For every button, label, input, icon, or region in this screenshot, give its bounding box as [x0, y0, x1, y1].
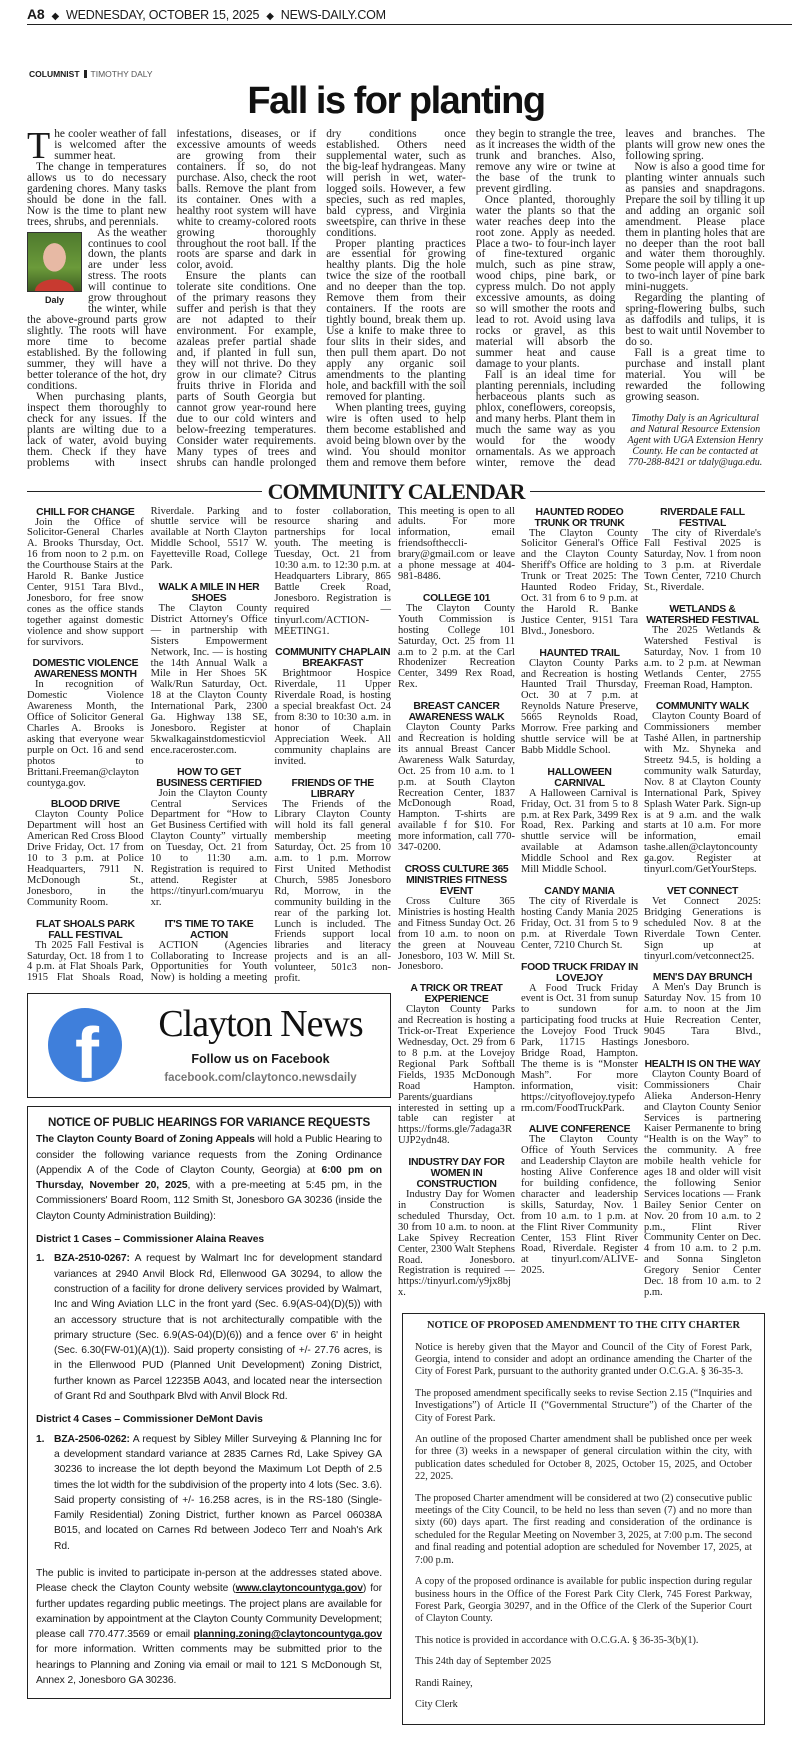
event-title: MEN'S DAY BRUNCH — [652, 972, 753, 984]
event-title: A TRICK OR TREAT EXPERIENCE — [410, 983, 503, 1006]
charter-paragraph: This 24th day of September 2025 — [415, 1656, 552, 1668]
event-title: IT'S TIME TO TAKE ACTION — [164, 918, 254, 941]
article-paragraph — [27, 162, 167, 228]
event-title: WETLANDS & WATERSHED FESTIVAL — [646, 603, 759, 626]
event-description: The Clayton County District Attorney's Office — in partnership with Sisters Empowerment Network, Inc. — is hosting the 14th Annual Walk a Mile in Her Shoes 5K Walk/Run Saturday, Oct. 18 at the Clayton County International Park, 2300 Ga. Highway 138 SE, Jonesboro. Register at 5kwalkagainstdomesticviolence.raceroster.com. — [150, 602, 268, 756]
column-kicker — [27, 69, 765, 79]
article-paragraph — [27, 125, 167, 167]
article-paragraph — [476, 195, 616, 370]
calendar-column-4 — [398, 507, 515, 1300]
event-title: RIVERDALE FALL FESTIVAL — [660, 506, 745, 529]
paragraph-text: Now is also a good time for planting winter annuals such as pansies and snapdragons. Prepare the soil by tilling it up and adding an organic soil amendment. Please place them in planting holes that are no deeper than the root ball and water them thoroughly. Some people will apply a one- to two-inch layer of pine bark mini-nuggets. — [625, 160, 765, 294]
facebook-icon: f — [48, 1008, 122, 1082]
hearings-intro — [36, 1132, 382, 1224]
event-title: COLLEGE 101 — [422, 592, 491, 604]
calendar-column-6 — [644, 507, 761, 1300]
charter-paragraph: A copy of the proposed ordinance is available for public inspection during regular business hours in the Office of the Forest Park City Clerk, 745 Forest Parkway, Forest Park, Georgia 30297, and in the Office of the Clerk of the Superior Court of Clayton County. — [415, 1576, 752, 1625]
case-text — [54, 1432, 382, 1554]
event-title: FOOD TRUCK FRIDAY IN LOVEJOY — [521, 961, 638, 984]
calendar-left-columns — [27, 507, 391, 985]
paragraph-text: Once planted, thoroughly water the plants so that the water reaches deep into the root zone. Apply as needed. Place a two- to four-inch layer of fine-textured organic mulch, such as pine straw, wood chips, pine bark, or cypress mulch. Do not apply excessive amounts, as doing so will smother the roots and lead to rot. Avoid using lava rocks or gravel, as this material will absorb the summer heat and cause damage to your plants. — [475, 193, 616, 371]
paragraph-text: he cooler weather of fall is welcomed after the summer heat. — [54, 128, 167, 162]
case-text — [54, 1251, 382, 1404]
calendar-area — [27, 507, 765, 1726]
event-title: HALLOWEEN CARNIVAL — [547, 766, 612, 789]
paragraph-text: When planting trees, guying wire is often used to help them become established and avoid being blown over by the wind. You should monitor them and remove them before they begin to strangle the tree, as it increases the width of the trunk and branches. Also, remove any wire or twine at the base of the trunk to prevent girdling. — [326, 128, 616, 469]
event-description: The city of Riverdale is hosting Candy Mania 2025 Friday, Oct. 31 from 5 to 9 p.m. at Riverdale Town Center, 7210 Church St. — [521, 896, 638, 951]
calendar-left-part — [27, 507, 391, 1700]
charter-title: NOTICE OF PROPOSED AMENDMENT TO THE CITY CHARTER — [426, 1320, 741, 1332]
photo-caption: Daly — [44, 294, 64, 305]
charter-paragraph: City Clerk — [415, 1698, 458, 1710]
charter-paragraph: The proposed Charter amendment will be considered at two (2) consecutive public meetings of the City Council, to be held no less than seven (7) and no more than sixty (60) days apart. The first reading and consideration of the ordinance is scheduled for the Regular Meeting on November 3, 2025, at 7:00 p.m. The second and final reading and potential adoption are scheduled for November 17, 2025, at 7:00 p.m. — [415, 1492, 752, 1566]
rule-left — [27, 491, 262, 492]
event-description: This meeting is open to all adults. For more information, email friendsoftheccli-brary@gmail.com or leave a phone message at 404-981-8486. — [398, 505, 515, 582]
closing-text: for more information. Written comments may be submitted prior to the hearings to Planning and Zoning via email or mail to 121 S McDonough St, Annex 2, Jonesboro GA 30236. — [36, 1644, 382, 1687]
event-title: DOMESTIC VIOLENCE AWARENESS MONTH — [32, 658, 139, 681]
ad-follow-text: Follow us on Facebook — [191, 1051, 330, 1066]
case-description: A request by Walmart Inc for development standard variances at 2940 Anvil Block Rd, Ellenwood GA 30294, to allow the construction of a facility for drone delivery services provided by Walmart, Inc and Wing Aviation LLC in the front yard (Sec. 6.9(AS-04)(D)(5)) with an accessory structure that is not architecturally compatible with the primary structure (Sec. 6.9(AS-04)(D)(6)) and a fence over 6' in height (Sec. 6.30(FW-01)(A)(1)). Said property consisting of +/- 27.76 acres, is in the Ellenwood PUD (Planned Unit Development) Zoning District, further known as Parcel 12235B A043, and located near the intersection of Grant Rd and Southpark Blvd with Anvil Block Rd. — [54, 1253, 382, 1403]
case-id: BZA-2510-0267: — [54, 1253, 130, 1265]
headline: Fall is for planting — [247, 80, 545, 122]
event-title: FLAT SHOALS PARK FALL FESTIVAL — [35, 918, 135, 941]
paragraph-text: Ensure the plants can tolerate site conditions. One of the primary reasons they suffer and perish is that they are not adapted to their environment. For example, azaleas prefer partial shade and, if planted in full sun, they will not thrive. Do they grow in our climate? Citrus fruits thrive in Florida and parts of South Georgia but cannot grow year-round here due to our cold winters and below-freezing temperatures. Consider water requirements. Many types of trees and shrubs can handle prolonged dry conditions once established. Others need supplemental water, such as the big-leaf hydrangeas. Many will perish in wet, water-logged soils. However, a few species, such as red maples, bald cypress, and Virginia sweetspire, can thrive in these conditions. — [176, 128, 466, 469]
page-number: A8 — [27, 6, 45, 22]
event-description: Clayton County Parks and Recreation is hosting Haunted Trail Thursday, Oct. 30 at 7 p.m. at Reynolds Nature Preserve, 5665 Reynolds Road, Morrow. Free parking and shuttle service will be at Babb Middle School. — [521, 657, 638, 756]
event-title: CANDY MANIA — [544, 886, 615, 898]
charter-paragraph: This notice is provided in accordance with O.C.G.A. § 36-35-3(b)(1). — [415, 1634, 699, 1646]
event-title: COMMUNITY WALK — [655, 701, 750, 713]
event-description: Join the Office of Solicitor-General Charles A. Brooks Thursday, Oct. 16 from noon to 2 p.m. on the Courthouse Stairs at the Harold R. Banke Justice Center, 9151 Tara Blvd., Jonesboro, for free snow cones as the office stands together against domestic violence and show support for survivors. — [27, 516, 144, 648]
event-title: CHILL FOR CHANGE — [36, 506, 135, 518]
event-description: Vet Connect 2025: Bridging Generations is scheduled Nov. 8 at the Riverdale Town Center. Sign up at tinyurl.com/vetconnect25. — [644, 896, 761, 962]
drop-cap: T — [27, 125, 51, 167]
charter-paragraph: An outline of the proposed Charter amendment shall be published once per week for three (3) weeks in a newspaper of general circulation within the city, with publication dates scheduled for October 8, 2025, October 15, 2025, and October 22, 2025. — [415, 1434, 752, 1483]
event-description: A Halloween Carnival is Friday, Oct. 31 from 5 to 8 p.m. at Rex Park, 3499 Rex Road, Rex. Parking and shuttle service will be available at Adamson Middle School and Rex Mill Middle School. — [521, 787, 638, 876]
article-paragraph — [326, 239, 466, 403]
site-url[interactable]: NEWS-DAILY.COM — [280, 8, 386, 22]
paragraph-text: Proper planting practices are essential for growing healthy plants. Dig the hole twice the size of the rootball and no deeper than the top. Remove them from their containers. If the roots are tightly bound, break them up. Use a knife to make three to four slits in their sides, and then pull them apart. Do not apply any organic soil amendments to the planting hole, and backfill with the soil removed for planting. — [326, 237, 466, 403]
closing-text: ) for further updates regarding public meetings. The project plans are available for examination by appointment at the Clayton County Community Development; please call 770.477.3569 or email — [36, 1583, 382, 1641]
event-title: INDUSTRY DAY FOR WOMEN IN CONSTRUCTION — [408, 1157, 505, 1191]
event-title: HAUNTED TRAIL — [539, 647, 620, 659]
ad-url[interactable]: facebook.com/claytonco.newsdaily — [164, 1071, 357, 1084]
header-rule — [27, 24, 792, 25]
article-body — [27, 125, 765, 469]
event-description: The city of Riverdale's Fall Festival 2025 is Saturday, Nov. 1 from noon to 3 p.m. at Riverdale Town Center, 7210 Church St., Riverdale. — [644, 527, 761, 594]
event-title: HEALTH IS ON THE WAY — [644, 1058, 761, 1070]
issue-date: WEDNESDAY, OCTOBER 15, 2025 — [66, 8, 260, 22]
case-item — [36, 1432, 382, 1554]
event-title: COMMUNITY CHAPLAIN BREAKFAST — [275, 647, 391, 670]
paragraph-text: Regarding the planting of spring-flowering bulbs, such as daffodils and tulips, it is best to wait until November to do so. — [625, 292, 765, 349]
diamond-separator-icon: ◆ — [266, 11, 274, 22]
board-name: The Clayton County Board of Zoning Appeals — [36, 1134, 255, 1146]
author-portrait — [27, 232, 82, 292]
district-cases — [36, 1232, 382, 1554]
charter-paragraph: Randi Rainey, — [415, 1677, 473, 1689]
event-title: FRIENDS OF THE LIBRARY — [291, 777, 374, 800]
event-title: HAUNTED RODEO TRUNK OR TRUNK — [534, 506, 625, 529]
calendar-header — [27, 479, 765, 505]
event-description: The Clayton County Office of Youth Services and Leadership Clayton are hosting Alive Conference for building confidence, character and leadership skills, Saturday, Nov. 1 from 10 a.m. to 1 p.m. at the Flint River Community Center, 153 Flint River Road, Riverdale. Register at tinyurl.com/ALIVE-2025. — [521, 1134, 638, 1277]
author-bio: Timothy Daly is an Agricultural and Natural Resource Extension Agent with UGA Extension Henry County. He can be contacted at 770-288-8421 or tdaly@uga.edu. — [627, 412, 763, 468]
paragraph-text: Fall is an ideal time for planting perennials, including herbaceous plants such as phlox, coneflowers, coreopsis, and many herbs. Plant them in much the same way as you would for the woody ornamentals. As we approach winter, remove the dead leaves and branches. The plants will grow new ones the following spring. — [475, 128, 765, 469]
hearings-title: NOTICE OF PUBLIC HEARINGS FOR VARIANCE REQUESTS — [47, 1115, 371, 1129]
case-number: 1. — [36, 1433, 45, 1445]
paragraph-text: Fall is a great time to purchase and install plant material. You will be rewarded the following growing season. — [625, 347, 765, 403]
article-paragraph — [625, 348, 765, 403]
event-description: Th 2025 Fall Festival is Saturday, Oct. 18 from 1 to 4 p.m. at Flat Shoals Park, 1915 Flat Shoals Road, Riverdale. Parking and shuttle service will be available at North Clayton Middle School, 5517 W. Fayetteville Road, College Park. — [27, 505, 268, 984]
case-description: A request by Sibley Miller Surveying & Planning Inc for a development standard variance at 2835 Carnes Rd, Lake Spivey GA 30236 to increase the lot depth beyond the Maximum Lot Depth of 2.5 times the lot width for the subdivision of the property into 4 lots (Sec. 3.6). Said property consisting of +/- 16.258 acres, is in the RS-180 (Single-Family Residential) Zoning District, further known as Parcel 06038A B015, and located on Carnes Rd between Jodeco Terr and Noah's Ark Rd. — [54, 1433, 382, 1552]
article-paragraph — [625, 162, 765, 293]
event-description: Clayton County Board of Commissioners Chair Alieka Anderson-Henry and Clayton County Senior Services is partnering Kaiser Permanente to bring “Health is on the Way” to the community. A free mobile health vehicle for ages 18 and older will visit the following Senior Services locations — Frank Bailey Senior Center on Nov. 20 from 10 a.m. to 2 p.m., Flint River Community Center on Dec. 4 from 10 a.m. to 2 p.m. and Sonna Singleton Gregory Senior Center Dec. 18 from 10 a.m. to 2 p.m. — [644, 1068, 761, 1299]
planning-email-link[interactable]: planning.zoning@claytoncountyga.gov — [193, 1629, 382, 1641]
county-website-link[interactable]: www.claytoncountyga.gov — [235, 1583, 363, 1595]
event-description: Clayton County Police Department will host an American Red Cross Blood Drive Friday, Oct. 17 from 10 to 3 p.m. at Police Headquarters, 7911 N. McDonough St., Jonesboro, in the Community Room. — [27, 809, 144, 908]
ad-title: Clayton News — [158, 1002, 363, 1045]
diamond-separator-icon: ◆ — [51, 11, 59, 22]
event-description: The Friends of the Library Clayton County will hold its fall general membership meeting Saturday, Oct. 25 from 10 a.m. to 1 p.m. Morrow First United Methodist Church, 5985 Jonesboro Rd, Morrow, in the community building in the rear of the parking lot. Lunch is included. The Friends support local libraries and literacy projects and is an all-volunteer, 501c3 non-profit. — [274, 798, 391, 985]
article-paragraph — [625, 293, 765, 348]
event-title: WALK A MILE IN HER SHOES — [158, 581, 260, 604]
event-title: ALIVE CONFERENCE — [528, 1124, 631, 1136]
intro-text: will hold a Public Hearing to consider the following variance requests from the Zoning Ordinance (Appendix A of the Code of Clayton County, Georgia) at — [36, 1134, 382, 1176]
event-description: A Food Truck Friday event is Oct. 31 from sunup to sundown for participating food trucks at the Lovejoy Food Truck Park, 11715 Hastings Bridge Road, Hampton. The theme is is “Monster Mash”. For more information, visit: https://cityoflovejoy.typeform.com/FoodTruckPark. — [521, 982, 638, 1114]
case-number: 1. — [36, 1253, 45, 1265]
event-description: Clayton County Parks and Recreation is hosting a Trick-or-Treat Experience Wednesday, Oct. 29 from 6 to 8 p.m. at the Lovejoy Regional Park Softball Fields, 1935 McDonough Road Hampton. Parents/guardians interested in setting up a table can register at https://forms.gle/7adaga3RUJP2ydn48. — [398, 1004, 515, 1147]
hearings-notice — [27, 1106, 391, 1699]
event-description: Brightmoor Hospice Riverdale, 11 Upper Riverdale Road, is hosting a special breakfast Oct. 24 from 8:30 to 10:30 a.m. in honor of Chaplain Appreciation Week. All community chaplains are invited. — [274, 668, 391, 767]
district-heading: District 4 Cases – Commissioner DeMont Davis — [36, 1414, 263, 1426]
event-title: VET CONNECT — [666, 886, 739, 898]
event-description: ACTION (Agencies Collaborating to Increase Opportunities for Youth Now) is holding a meeting to foster collaboration, resource sharing and partnerships for local youth. The meeting is Tuesday, Oct. 21 from 10:30 a.m. to 12:30 p.m. at Headquarters Library, 865 Battle Creek Road, Jonesboro. Registration is required — tinyurl.com/ACTION-MEETING1. — [150, 505, 391, 984]
charter-paragraph: Notice is hereby given that the Mayor and Council of the City of Forest Park, Georgia, intend to consider and adopt an ordinance amending the Charter of the City of Forest Park, pursuant to the authority granted under O.C.G.A. § 36-35-3. — [415, 1341, 752, 1378]
author-photo — [27, 232, 82, 305]
event-description: Join the Clayton County Central Services Department for “How to Get Business Certified with Clayton County” virtually on Tuesday, Oct. 21 from 10 to 11:30 a.m. Registration is required to attend. Register at https://tinyurl.com/muaryuxr. — [150, 787, 268, 908]
event-description: The Clayton County Youth Commission is hosting College 101 Saturday, Oct. 25 from 11 a.m to 2 p.m. at the Carl Rhodenizer Recreation Center, 3499 Rex Road, Rex. — [398, 602, 515, 691]
calendar-title: COMMUNITY CALENDAR — [267, 478, 525, 504]
author-name: TIMOTHY DALY — [90, 69, 153, 79]
event-description: Clayton County Board of Commissioners member Tashé Allen, in partnership with Mz. Shyneka and Streetz 94.5, is holding a community walk Saturday, Nov. 8 at Clayton County International Park, Spivey Splash Water Park. Sign-up is at 9 a.m. and the walk starts at 10 a.m. For more information, email tashe.allen@claytoncountyga.gov. Register at tinyurl.com/GetYourSteps. — [644, 711, 761, 876]
event-description: A Men's Day Brunch is Saturday Nov. 15 from 10 a.m. to noon at the Jim Huie Recreation Center, 9045 Tara Blvd., Jonesboro. — [644, 982, 761, 1048]
charter-body — [415, 1342, 752, 1712]
event-title: HOW TO GET BUSINESS CERTIFIED — [156, 766, 262, 789]
case-id: BZA-2506-0262: — [54, 1433, 130, 1445]
event-description: Industry Day for Women in Construction is scheduled Thursday, Oct. 30 from 10 a.m. to noon. at Lake Spivey Recreation Center, 2300 Walt Stephens Road. Jonesboro. Registration is required — https://tinyurl.com/y9jx8bjx. — [398, 1189, 515, 1299]
hearings-closing — [36, 1566, 382, 1688]
headline-wrap — [27, 79, 765, 123]
calendar-right-part — [395, 507, 765, 1726]
intro-text: , with a pre-meeting at 5:45 pm, in the Commissioners' Board Room, 112 Smith St, Jonesboro GA 30236 (inside the Clayton County Administration Building): — [36, 1180, 383, 1222]
event-description: Clayton County Parks and Recreation is holding its annual Breast Cancer Awareness Walk Saturday, Oct. 25 from 10 a.m. to 1 p.m. at South Clayton Recreation Center, 1837 McDonough Road, Hampton. T-shirts are available f for $10. For more information, call 770-347-0200. — [398, 722, 515, 854]
paragraph-text: The change in temperatures allows us to do necessary gardening chores. Many tasks should be done in the fall. Now is the time to plant new trees, shrubs, and perennials. — [27, 160, 167, 228]
hearing-datetime: 6:00 pm on Thursday, November 20, 2025 — [36, 1164, 382, 1192]
charter-notice — [402, 1313, 765, 1725]
facebook-ad[interactable] — [27, 993, 391, 1098]
case-item — [36, 1251, 382, 1404]
paragraph-text: When purchasing plants, inspect them thoroughly to check for any issues. If the plants are wilting due to a lack of water, avoid buying them. Check if they have problems with insect infestations, diseases, or if excessive amounts of weeds are growing from their containers. If so, do not purchase. Also, check the root balls. Remove the plant from its container. Ones with a healthy root system will have white to creamy-colored roots growing thoroughly throughout the root ball. If the roots are sparse and dark in color, avoid. — [27, 128, 317, 469]
charter-paragraph: The proposed amendment specifically seeks to revise Section 2.15 (“Inquiries and Investigations”) of Article II (“Governmental Structure”) of the Charter of the City of Forest Park. — [415, 1387, 752, 1424]
event-description: The 2025 Wetlands & Watershed Festival is Saturday, Nov. 1 from 10 a.m. to 2 p.m. at Newman Wetlands Center, 2755 Freeman Road, Hampton. — [644, 624, 761, 691]
page-header — [27, 6, 765, 24]
closing-text: The public is invited to participate in-person at the addresses stated above. Please check the Clayton County website ( — [36, 1568, 382, 1595]
event-title: CROSS CULTURE 365 MINISTRIES FITNESS EVENT — [404, 864, 509, 898]
kicker-bar — [84, 70, 87, 78]
district-heading: District 1 Cases – Commissioner Alaina Reaves — [36, 1234, 265, 1246]
calendar-right-columns — [395, 507, 765, 1300]
event-description: The Clayton County Solicitor General's Office and the Clayton County Sheriff's Office are holding Trunk or Treat 2025: The Haunted Rodeo Friday, Oct. 31 from 6 to 9 p.m. at the Harold R. Banke Justice Center, 9151 Tara Blvd., Jonesboro. — [521, 527, 638, 637]
event-description: In recognition of Domestic Violence Awareness Month, the Office of Solicitor General Charles A. Brooks is asking that everyone wear purple on Oct. 16 and send photos to Brittani.Freeman@claytoncountyga.gov. — [27, 679, 144, 789]
rule-right — [530, 491, 765, 492]
calendar-column-5 — [521, 507, 638, 1300]
event-description: Cross Culture 365 Ministries is hosting Health and Fitness Sunday Oct. 26 from 10 a.m. to noon on the green at Nouveau Jonesboro, 103 W. Mill St. Jonesboro. — [398, 896, 515, 973]
event-title: BREAST CANCER AWARENESS WALK — [408, 701, 505, 724]
paragraph-text: As the weather continues to cool down, the plants are under less stress. The roots will continue to grow throughout the winter, while the above-ground parts grow slightly. The roots will have more time to become established. By the following summer, they will have a better tolerance of the hot, dry conditions. — [27, 226, 167, 392]
event-title: BLOOD DRIVE — [50, 799, 120, 811]
kicker-label: COLUMNIST — [29, 69, 80, 79]
